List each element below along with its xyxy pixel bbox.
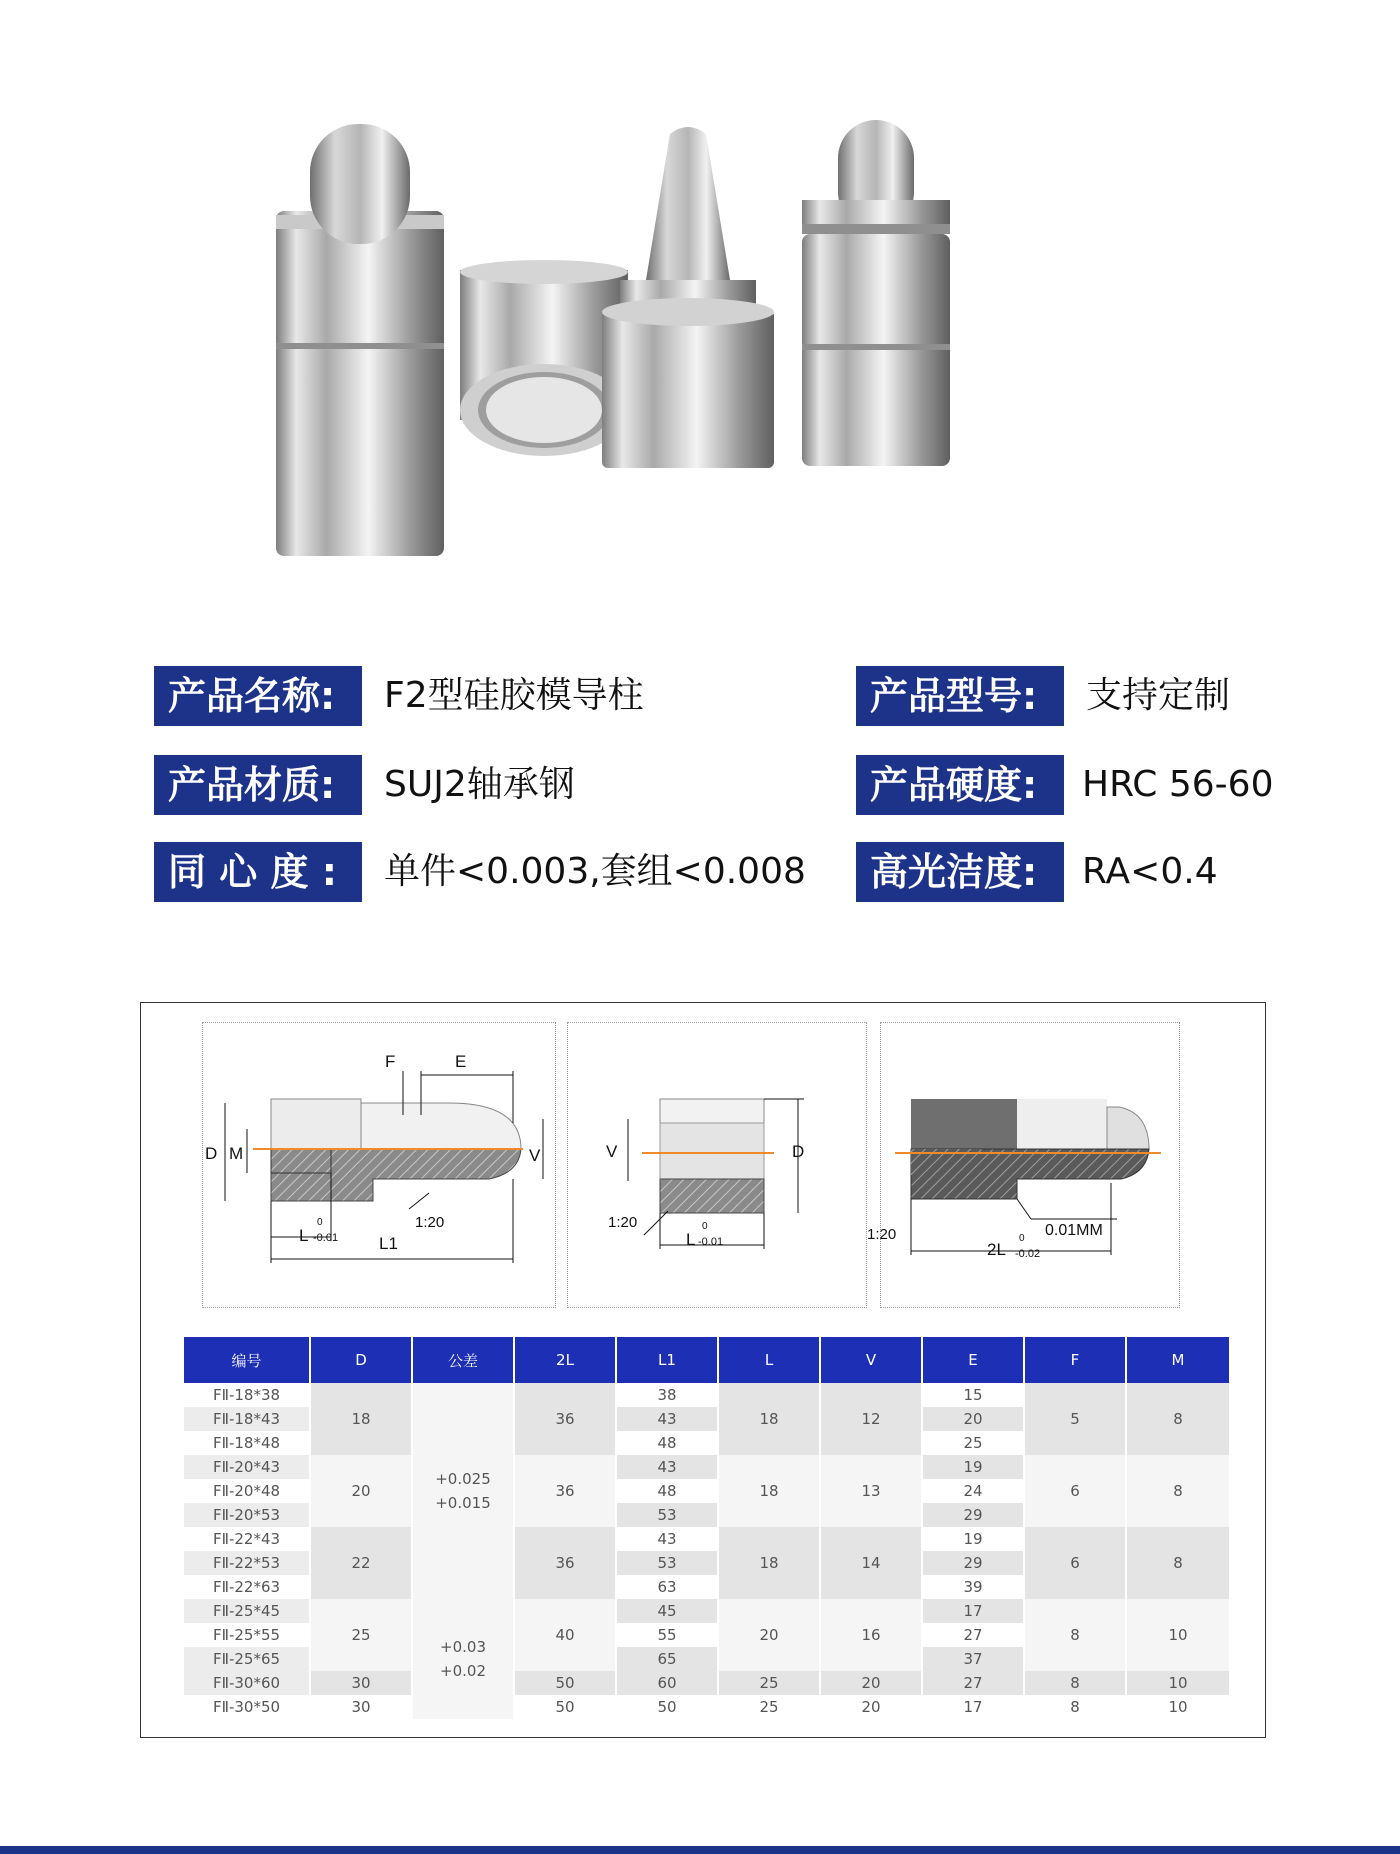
cell-l1: 38 xyxy=(616,1383,718,1407)
guide-pin-left-body xyxy=(276,124,444,556)
col-header: 编号 xyxy=(184,1337,310,1383)
cell-v: 20 xyxy=(820,1671,922,1695)
spec-label-name: 产品名称: xyxy=(154,666,362,726)
cell-l1: 43 xyxy=(616,1455,718,1479)
cell-e: 17 xyxy=(922,1695,1024,1719)
cell-m: 8 xyxy=(1126,1383,1230,1455)
dim-d: D xyxy=(205,1144,218,1163)
cell-f: 6 xyxy=(1024,1527,1126,1599)
col-header: V xyxy=(820,1337,922,1383)
cell-d: 30 xyxy=(310,1695,412,1719)
guide-pin-right xyxy=(802,120,950,466)
spec-value-hardness: HRC 56-60 xyxy=(1082,764,1274,805)
cell-l: 25 xyxy=(718,1671,820,1695)
tol-lower: +0.02 xyxy=(440,1662,486,1680)
tapered-guide-pin xyxy=(602,127,774,468)
dim-m: M xyxy=(229,1144,244,1163)
cell-l1: 63 xyxy=(616,1575,718,1599)
cell-m: 10 xyxy=(1126,1599,1230,1671)
cell-e: 24 xyxy=(922,1479,1024,1503)
col-header: D xyxy=(310,1337,412,1383)
cell-e: 20 xyxy=(922,1407,1024,1431)
cell-l1: 43 xyxy=(616,1527,718,1551)
cell-e: 27 xyxy=(922,1671,1024,1695)
cell-v: 13 xyxy=(820,1455,922,1527)
tol-upper: 0 xyxy=(317,1217,323,1228)
col-header: F xyxy=(1024,1337,1126,1383)
product-photo xyxy=(300,120,1100,550)
diagram-guide-pin xyxy=(202,1022,556,1308)
tol-lower: +0.015 xyxy=(435,1494,491,1512)
cell-e: 37 xyxy=(922,1647,1024,1671)
cell-v: 16 xyxy=(820,1599,922,1671)
cell-l: 18 xyxy=(718,1527,820,1599)
cell-code: FⅡ-25*55 xyxy=(184,1623,310,1647)
cell-e: 17 xyxy=(922,1599,1024,1623)
cell-code: FⅡ-20*48 xyxy=(184,1479,310,1503)
cell-l1: 55 xyxy=(616,1623,718,1647)
col-header: 公差 xyxy=(412,1337,514,1383)
cell-tolerance xyxy=(412,1599,514,1719)
cell-code: FⅡ-18*38 xyxy=(184,1383,310,1407)
cell-code: FⅡ-30*60 xyxy=(184,1671,310,1695)
cell-l1: 45 xyxy=(616,1599,718,1623)
cell-2l: 36 xyxy=(514,1527,616,1599)
cell-l: 25 xyxy=(718,1695,820,1719)
table-row xyxy=(184,1695,1230,1719)
cell-f: 6 xyxy=(1024,1455,1126,1527)
cell-l: 20 xyxy=(718,1599,820,1671)
cell-f: 8 xyxy=(1024,1695,1126,1719)
dim-2l: 2L xyxy=(987,1240,1006,1259)
dim-l1: L1 xyxy=(379,1234,398,1253)
cell-tolerance xyxy=(412,1383,514,1599)
cell-d: 20 xyxy=(310,1455,412,1527)
spec-value-model: 支持定制 xyxy=(1086,675,1231,716)
cell-e: 29 xyxy=(922,1551,1024,1575)
spec-label-hardness: 产品硬度: xyxy=(856,755,1064,815)
cell-l: 18 xyxy=(718,1383,820,1455)
spec-label-material: 产品材质: xyxy=(154,755,362,815)
cell-v: 14 xyxy=(820,1527,922,1599)
cell-code: FⅡ-22*43 xyxy=(184,1527,310,1551)
spec-value-material: SUJ2轴承钢 xyxy=(384,764,575,805)
cell-code: FⅡ-18*43 xyxy=(184,1407,310,1431)
cell-d: 30 xyxy=(310,1671,412,1695)
cell-code: FⅡ-18*48 xyxy=(184,1431,310,1455)
cell-l1: 48 xyxy=(616,1479,718,1503)
cell-d: 18 xyxy=(310,1383,412,1455)
cell-2l: 50 xyxy=(514,1695,616,1719)
cell-code: FⅡ-22*63 xyxy=(184,1575,310,1599)
cell-e: 29 xyxy=(922,1503,1024,1527)
cell-m: 8 xyxy=(1126,1455,1230,1527)
table-header xyxy=(184,1337,1230,1383)
dim-d: D xyxy=(792,1142,805,1161)
cell-l1: 65 xyxy=(616,1647,718,1671)
cell-2l: 36 xyxy=(514,1383,616,1455)
tol-upper: 0 xyxy=(1019,1233,1025,1244)
table-row xyxy=(184,1383,1230,1407)
cell-l: 18 xyxy=(718,1455,820,1527)
spec-label-finish: 高光洁度: xyxy=(856,842,1064,902)
bottom-accent-bar xyxy=(0,1846,1400,1854)
cell-2l: 36 xyxy=(514,1455,616,1527)
spec-table xyxy=(184,1337,1231,1719)
cell-f: 8 xyxy=(1024,1671,1126,1695)
spec-label-concentricity: 同 心 度 : xyxy=(154,842,362,902)
cell-2l: 40 xyxy=(514,1599,616,1671)
taper-ratio: 1:20 xyxy=(608,1214,638,1231)
cell-e: 15 xyxy=(922,1383,1024,1407)
cell-l1: 60 xyxy=(616,1671,718,1695)
col-header: E xyxy=(922,1337,1024,1383)
table-row xyxy=(184,1671,1230,1695)
taper-ratio: 1:20 xyxy=(867,1226,897,1243)
col-header: L xyxy=(718,1337,820,1383)
tol-lower: -0.01 xyxy=(313,1232,339,1244)
cell-l1: 48 xyxy=(616,1431,718,1455)
dim-v: V xyxy=(606,1142,618,1161)
cell-code: FⅡ-25*65 xyxy=(184,1647,310,1671)
table-row xyxy=(184,1599,1230,1623)
cell-l1: 53 xyxy=(616,1503,718,1527)
cell-e: 39 xyxy=(922,1575,1024,1599)
cell-d: 25 xyxy=(310,1599,412,1671)
diagram-guide-bushing xyxy=(567,1022,867,1308)
spec-value-finish: RA<0.4 xyxy=(1082,851,1218,892)
cell-f: 5 xyxy=(1024,1383,1126,1455)
cell-code: FⅡ-25*45 xyxy=(184,1599,310,1623)
cell-code: FⅡ-20*43 xyxy=(184,1455,310,1479)
dim-v: V xyxy=(529,1146,541,1165)
cell-e: 19 xyxy=(922,1455,1024,1479)
col-header: 2L xyxy=(514,1337,616,1383)
tol-lower: -0.01 xyxy=(698,1236,724,1248)
diagram-assembly xyxy=(867,1022,1180,1308)
col-header: M xyxy=(1126,1337,1230,1383)
tol-lower: -0.02 xyxy=(1015,1248,1041,1260)
spec-value-name: F2型硅胶模导柱 xyxy=(384,675,644,716)
tol-upper: 0 xyxy=(702,1221,708,1232)
cell-d: 22 xyxy=(310,1527,412,1599)
cell-l1: 43 xyxy=(616,1407,718,1431)
cell-code: FⅡ-30*50 xyxy=(184,1695,310,1719)
table-row xyxy=(184,1527,1230,1551)
dim-f: F xyxy=(385,1052,396,1071)
cell-v: 20 xyxy=(820,1695,922,1719)
tol-upper: +0.03 xyxy=(440,1638,486,1656)
col-header: L1 xyxy=(616,1337,718,1383)
cell-l1: 50 xyxy=(616,1695,718,1719)
cell-m: 8 xyxy=(1126,1527,1230,1599)
taper-ratio: 1:20 xyxy=(415,1214,445,1231)
cell-l1: 53 xyxy=(616,1551,718,1575)
cell-e: 27 xyxy=(922,1623,1024,1647)
spec-label-model: 产品型号: xyxy=(856,666,1064,726)
cell-v: 12 xyxy=(820,1383,922,1455)
cell-m: 10 xyxy=(1126,1695,1230,1719)
dim-l: L xyxy=(686,1230,696,1249)
clearance: 0.01MM xyxy=(1045,1222,1103,1239)
cell-f: 8 xyxy=(1024,1599,1126,1671)
cell-code: FⅡ-22*53 xyxy=(184,1551,310,1575)
dim-l: L xyxy=(299,1226,309,1245)
cell-code: FⅡ-20*53 xyxy=(184,1503,310,1527)
spec-value-concentricity: 单件<0.003,套组<0.008 xyxy=(384,851,806,892)
cell-e: 19 xyxy=(922,1527,1024,1551)
tol-upper: +0.025 xyxy=(435,1470,491,1488)
cell-2l: 50 xyxy=(514,1671,616,1695)
table-row xyxy=(184,1455,1230,1479)
dim-e: E xyxy=(455,1052,467,1071)
cell-e: 25 xyxy=(922,1431,1024,1455)
cell-m: 10 xyxy=(1126,1671,1230,1695)
